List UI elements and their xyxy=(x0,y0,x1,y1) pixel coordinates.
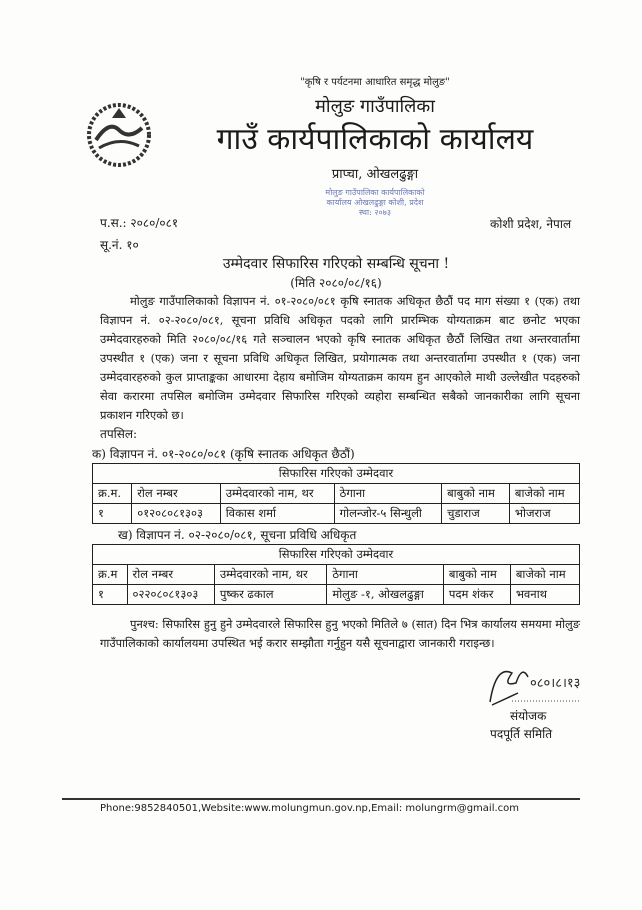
cell: गोलन्जोर-५ सिन्धुली xyxy=(334,504,441,524)
signature-block xyxy=(482,657,582,743)
government-emblem-logo xyxy=(84,100,154,170)
dispatch-number: सू.नं. १० xyxy=(100,238,139,252)
cell: ०१२०८०८१३०३ xyxy=(132,504,220,524)
committee-name: पदपूर्ति समिति xyxy=(490,727,553,741)
footer-contact: Phone:9852840501,Website:www.molungmun.gov.np,Email: molungrm@gmail.com xyxy=(100,803,520,814)
table-header-row xyxy=(93,565,580,585)
province: कोशी प्रदेश, नेपाल xyxy=(490,217,572,231)
cell: भवनाथ xyxy=(510,585,579,605)
handwritten-signature xyxy=(482,657,582,707)
column-header: ठेगाना xyxy=(327,565,444,585)
cell: १ xyxy=(93,504,132,524)
candidate-table-b xyxy=(92,544,580,605)
notice-content xyxy=(92,254,580,743)
footer-divider xyxy=(62,798,580,800)
notice-body: मोलुङ गाउँपालिकाको विज्ञापन नं. ०१-२०८०/०८१ कृषि स्नातक अधिकृत छैठौं पद माग संख्या १ (एक) तथा विज्ञापन नं. ०२-२०८०/०८१, सूचना प्रविधि अधिकृत पदको लागि प्रारम्भिक योग्यताक्रम बाट छनोट भएका उम्मेदवारहरुको मिति २०८०/०८/१६ गते सञ्चालन भएको कृषि स्नातक अधिकृत छैठौं लिखित तथा अन्तरवार्तामा उपस्थीत १ (एक) जना र सूचना प्रविधि अधिकृत लिखित, प्रयोगात्मक तथा अन्तरवार्तामा उपस्थीत १ (एक) जना उम्मेदवारहरुको कुल प्राप्ताङ्कका आधारमा देहाय बमोजिम योग्यताक्रम कायम हुन आएकोले माथी उल्लेखीत पदहरुको सेवा करारमा तपसिल बमोजिम उम्मेदवार सिफारिस गरिएको व्यहोरा सम्बन्धित सबैको जानकारीका लागि सूचना प्रकाशन गरिएको छ। xyxy=(100,294,580,422)
cell: विकास शर्मा xyxy=(220,504,334,524)
schedule-label: तपसिल: xyxy=(100,427,138,441)
column-header: उम्मेदवारको नाम, थर xyxy=(214,565,326,585)
column-header: क्र.म. xyxy=(93,484,132,504)
column-header: ठेगाना xyxy=(334,484,441,504)
cell: भोजराज xyxy=(509,504,579,524)
column-header: बाबुको नाम xyxy=(442,484,510,504)
slogan: "कृषि र पर्यटनमा आधारित समृद्ध मोलुङ" xyxy=(300,77,450,88)
office-title: गाउँ कार्यपालिकाको कार्यालय xyxy=(216,122,534,157)
section-b-label: ख) विज्ञापन नं. ०२-२०८०/०८१, सूचना प्रविधि अधिकृत xyxy=(118,528,357,542)
cell: ०२२०८०८१३०३ xyxy=(127,585,214,605)
table-row xyxy=(93,504,580,524)
signature-date: ०८०।८।१३ xyxy=(530,676,581,691)
municipality-name: मोलुङ गाउँपालिका xyxy=(315,96,435,117)
cell: मोलुङ -१, ओखलढुङ्गा xyxy=(327,585,444,605)
reference-number: प.स.: २०८०/०८१ xyxy=(100,216,179,230)
office-address: प्राप्चा, ओखलढुङ्गा xyxy=(331,167,419,182)
cell: १ xyxy=(93,585,128,605)
cell: पुष्कर ढकाल xyxy=(214,585,326,605)
notice-date: (मिति २०८०/०८/१६) xyxy=(290,276,382,290)
column-header: उम्मेदवारको नाम, थर xyxy=(220,484,334,504)
table-title: सिफारिस गरिएको उम्मेदवार xyxy=(93,545,580,565)
table-row xyxy=(93,585,580,605)
column-header: बाबुको नाम xyxy=(443,565,510,585)
column-header: रोल नम्बर xyxy=(127,565,214,585)
section-a-label: क) विज्ञापन नं. ०१-२०८०/०८१ (कृषि स्नातक अधिकृत छैठौं) xyxy=(92,447,355,461)
column-header: रोल नम्बर xyxy=(132,484,220,504)
postscript: पुनश्च: सिफारिस हुनु हुने उम्मेदवारले सिफारिस हुनु भएको मितिले ७ (सात) दिन भित्र कार्यालय समयमा मोलुङ गाउँपालिकाको कार्यालयमा उपस्थित भई करार सम्झौता गर्नुहुन यसै सूचनाद्वारा जानकारी गराइन्छ। xyxy=(100,617,580,650)
column-header: बाजेको नाम xyxy=(509,484,579,504)
column-header: बाजेको नाम xyxy=(510,565,579,585)
candidate-table-a xyxy=(92,463,580,524)
cell: चुडाराज xyxy=(442,504,510,524)
table-title: सिफारिस गरिएको उम्मेदवार xyxy=(93,464,580,484)
signatory-role: संयोजक xyxy=(510,709,547,723)
column-header: क्र.म xyxy=(93,565,128,585)
office-stamp: मोलुङ गाउँपालिका कार्यपालिकाको कार्यालय ओखलढुङ्गा कोशी, प्रदेश स्था: २०७३ xyxy=(325,188,425,217)
notice-title: उम्मेदवार सिफारिस गरिएको सम्बन्धि सूचना ! xyxy=(222,256,450,272)
table-header-row xyxy=(93,484,580,504)
cell: पदम शंकर xyxy=(443,585,510,605)
